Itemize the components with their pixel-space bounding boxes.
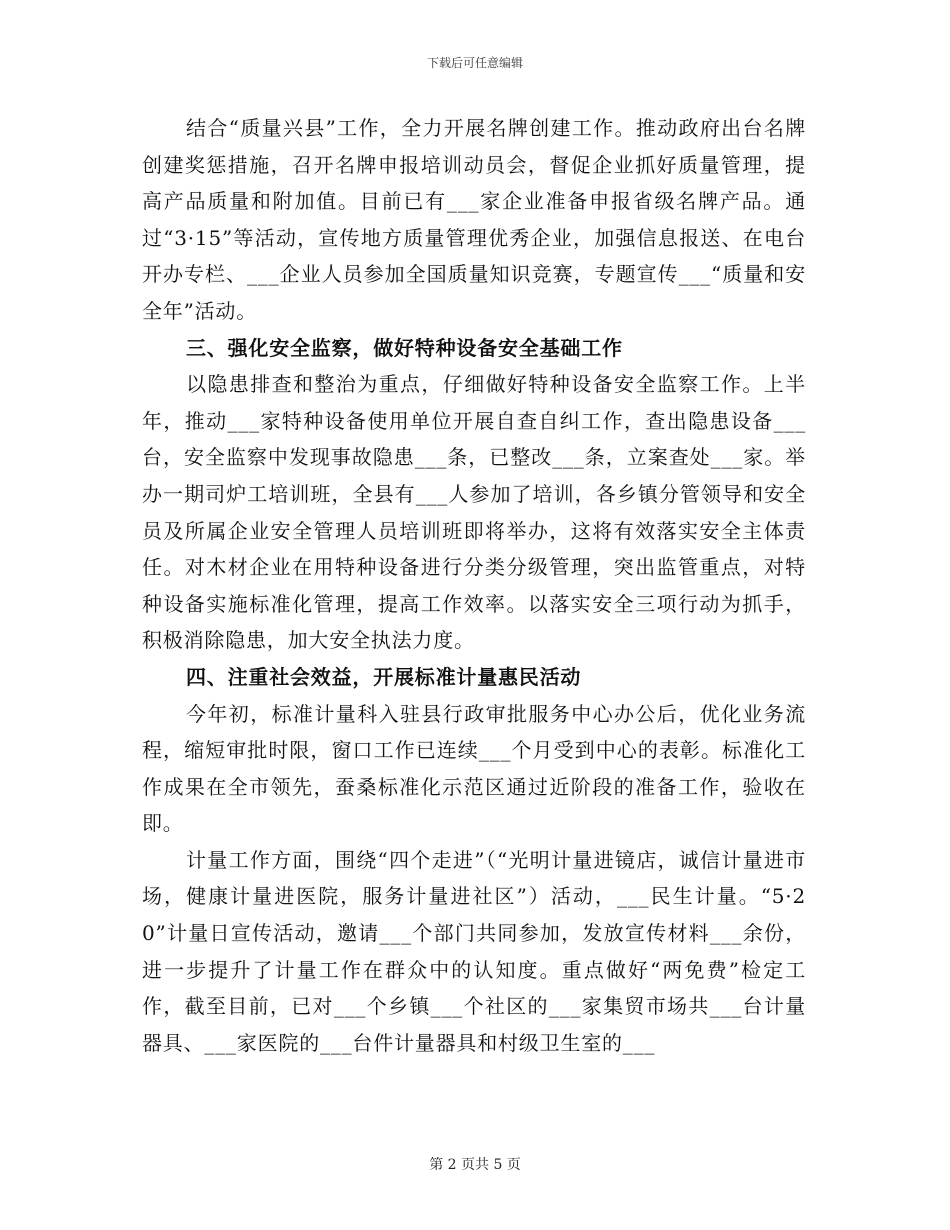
page-header: 下载后可任意编辑	[426, 56, 523, 70]
paragraph-quality-brand: 结合“质量兴县”工作，全力开展名牌创建工作。推动政府出台名牌创建奖惩措施，召开名牌申报培训动员会，督促企业抓好质量管理，提高产品质量和附加值。目前已有___家企业准备申报省级名牌产品。通过“3·15”等活动，宣传地方质量管理优秀企业，加强信息报送、在电台开办专栏、___企业人员参加全国质量知识竞赛，专题宣传___“质量和安全年”活动。	[142, 116, 806, 323]
page-footer: 第 2 页共 5 页	[429, 1157, 521, 1173]
section-heading-3: 三、强化安全监察，做好特种设备安全基础工作	[186, 335, 623, 360]
paragraph-metrology: 计量工作方面，围绕“四个走进”（“光明计量进镜店，诚信计量进市场，健康计量进医院，服务计量进社区”）活动，___民生计量。“5·20”计量日宣传活动，邀请___个部门共同参加，发放宣传材料___余份，进一步提升了计量工作在群众中的认知度。重点做好“两免费”检定工作，截至目前，已对___个乡镇___个社区的___家集贸市场共___台计量器具、___家医院的___台件计量器具和村级卫生室的___	[142, 847, 806, 1055]
paragraph-equipment-safety: 以隐患排查和整治为重点，仔细做好特种设备安全监察工作。上半年，推动___家特种设备使用单位开展自查自纠工作，查出隐患设备___台，安全监察中发现事故隐患___条，已整改___条，立案查处___家。举办一期司炉工培训班，全县有___人参加了培训，各乡镇分管领导和安全员及所属企业安全管理人员培训班即将举办，这将有效落实安全主体责任。对木材企业在用特种设备进行分类分级管理，突出监管重点，对特种设备实施标准化管理，提高工作效率。以落实安全三项行动为抓手，积极消除隐患，加大安全执法力度。	[142, 372, 806, 653]
paragraph-standardization: 今年初，标准计量科入驻县行政审批服务中心办公后，优化业务流程，缩短审批时限，窗口工作已连续___个月受到中心的表彰。标准化工作成果在全市领先，蚕桑标准化示范区通过近阶段的准备工作，验收在即。	[142, 701, 806, 836]
section-heading-4: 四、注重社会效益，开展标准计量惠民活动	[186, 664, 582, 689]
document-body	[142, 110, 806, 1061]
